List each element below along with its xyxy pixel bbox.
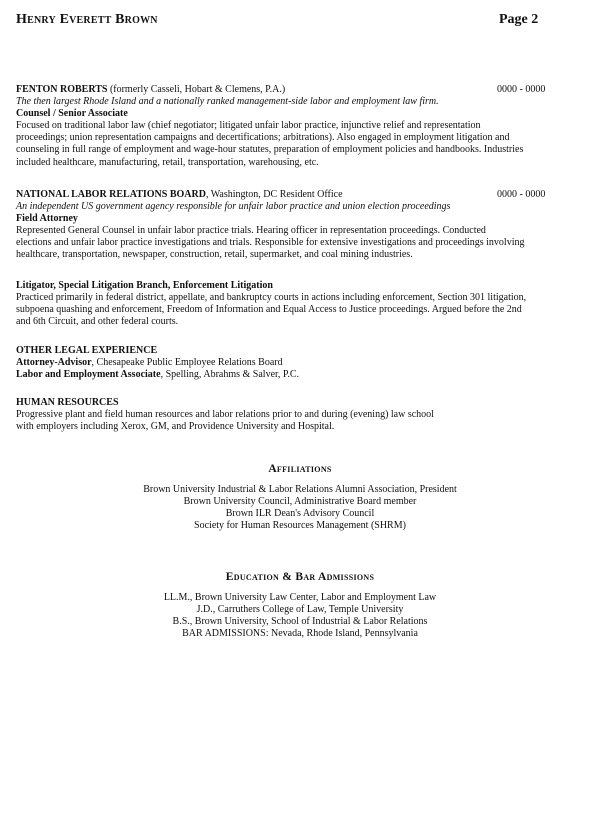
body-line: elections and unfair labor practice investigations and trials. Responsible for extensive investigations and proceedings involving xyxy=(16,237,525,249)
body-line: Progressive plant and field human resources and labor relations prior to and during (evening) law school xyxy=(16,409,434,421)
page-number: Page 2 xyxy=(499,12,539,27)
section-other-legal xyxy=(16,345,588,381)
list-item: Brown University Council, Administrative Board member xyxy=(183,496,417,508)
employment-dates: 0000 - 0000 xyxy=(497,189,546,200)
section-affiliations xyxy=(0,463,600,532)
list-item: B.S., Brown University, School of Industrial & Labor Relations xyxy=(172,616,428,628)
item-role: Labor and Employment Associate xyxy=(16,369,161,381)
item-detail: , Chesapeake Public Employee Relations Board xyxy=(91,357,283,369)
employer-line xyxy=(16,189,588,201)
list-item: Brown University Industrial & Labor Relations Alumni Association, President xyxy=(143,484,457,496)
section-title: HUMAN RESOURCES xyxy=(16,397,119,408)
job-title: Litigator, Special Litigation Branch, Enforcement Litigation xyxy=(16,280,273,291)
job-title: Counsel / Senior Associate xyxy=(16,108,128,120)
item-role: Attorney-Advisor xyxy=(16,357,92,369)
employer-note: , Washington, DC Resident Office xyxy=(205,189,343,200)
experience-litigator xyxy=(16,280,588,328)
employment-dates: 0000 - 0000 xyxy=(497,84,546,95)
section-education xyxy=(0,571,600,640)
body-line: with employers including Xerox, GM, and Providence University and Hospital. xyxy=(16,421,335,433)
section-title: OTHER LEGAL EXPERIENCE xyxy=(16,345,158,356)
body-line: Focused on traditional labor law (chief negotiator; litigated unfair labor practice, injunctive relief and representation xyxy=(16,120,481,132)
job-title: Field Attorney xyxy=(16,213,78,225)
body-line: healthcare, transportation, newspaper, construction, retail, supermarket, and coal mining industries. xyxy=(16,249,413,261)
body-line: subpoena quashing and enforcement, Freedom of Information and Equal Access to Justice proceedings. Argued before the 2nd xyxy=(16,304,522,316)
body-line: and 6th Circuit, and other federal courts. xyxy=(16,316,179,328)
section-human-resources xyxy=(16,397,588,433)
body-line: Represented General Counsel in unfair labor practice trials. Hearing officer in representation proceedings. Conducted xyxy=(16,225,486,237)
employer-description: An independent US government agency responsible for unfair labor practice and union election proceedings xyxy=(16,201,451,213)
header-name: Henry Everett Brown xyxy=(16,12,158,27)
employer-name: NATIONAL LABOR RELATIONS BOARD xyxy=(16,189,206,200)
list-item xyxy=(16,357,588,369)
list-item: BAR ADMISSIONS: Nevada, Rhode Island, Pennsylvania xyxy=(182,628,418,640)
body-line: proceedings; union representation campaigns and decertifications; arbitrations). Also engaged in employment litigation and xyxy=(16,132,510,144)
employer-description: The then largest Rhode Island and a nationally ranked management-side labor and employment law firm. xyxy=(16,96,439,108)
experience-nlrb xyxy=(16,189,588,262)
employer-line xyxy=(16,84,588,96)
experience-fenton xyxy=(16,84,588,169)
section-title: Education & Bar Admissions xyxy=(225,571,375,583)
employer-name: FENTON ROBERTS xyxy=(16,84,108,95)
item-detail: , Spelling, Abrahms & Salver, P.C. xyxy=(160,369,300,381)
body-line: included healthcare, manufacturing, retail, transportation, warehousing, etc. xyxy=(16,156,319,168)
list-item: Brown ILR Dean's Advisory Council xyxy=(225,508,375,520)
employer-note: (formerly Casseli, Hobart & Clemens, P.A.) xyxy=(107,84,286,95)
section-title: Affiliations xyxy=(268,463,332,475)
body-line: counseling in full range of employment and wage-hour statutes, preparation of employment policies and handbooks. Industries xyxy=(16,144,524,156)
list-item: J.D., Carruthers College of Law, Temple University xyxy=(196,604,404,616)
list-item xyxy=(16,369,588,381)
body-line: Practiced primarily in federal district, appellate, and bankruptcy courts in actions including enforcement, Section 301 litigation, xyxy=(16,292,527,304)
list-item: Society for Human Resources Management (SHRM) xyxy=(194,520,406,532)
list-item: LL.M., Brown University Law Center, Labor and Employment Law xyxy=(163,592,437,604)
